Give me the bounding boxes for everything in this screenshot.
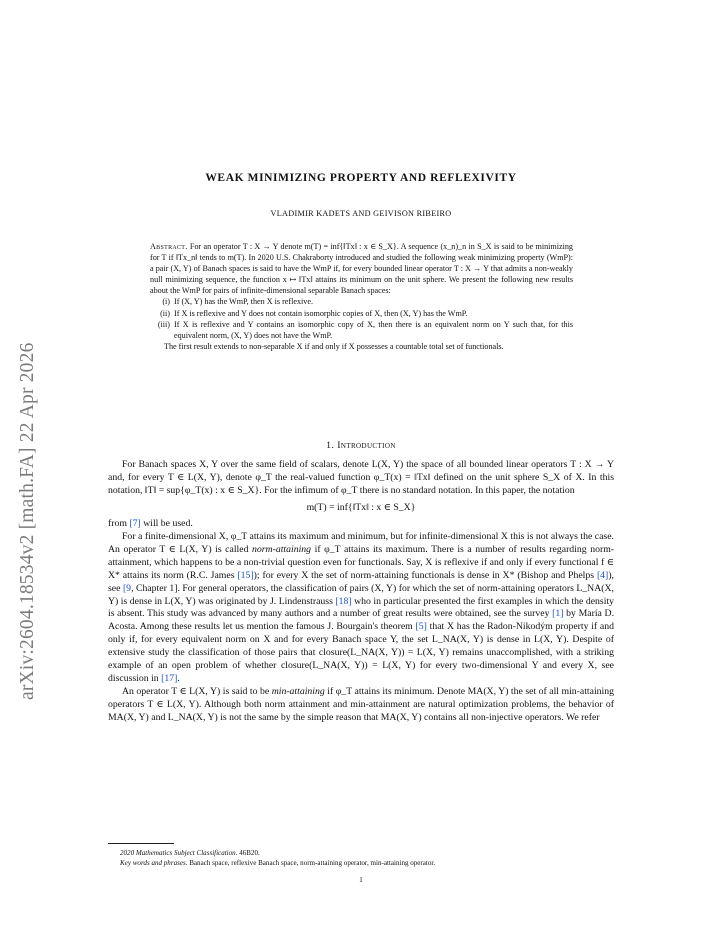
- result-text: If X is reflexive and Y does not contain isomorphic copies of X, then (X, Y) has the WmP.: [174, 308, 468, 318]
- abstract-heading: Abstract.: [150, 242, 188, 251]
- paragraph-3-text: if φ_T attains its maximum. There is a number of results regarding norm-attainment, which happens to be a non-trivial question even for functionals. Say, X is reflexive if and only if every functional f ∈ X* attains its norm (R.C. James: [108, 543, 615, 581]
- paragraph-2: [108, 518, 614, 531]
- paragraph-3-text: , Chapter 1]. For general operators, the classification of pairs (X, Y) for which the set of norm-attaining operators L_NA(X, Y) is dense in L(X, Y) was originated by J. Lindenstrauss: [108, 582, 614, 607]
- paragraph-3-text: by María D. Acosta. Among these results let us mention the famous J. Bourgain's theorem: [108, 608, 615, 633]
- citation-link[interactable]: [9: [122, 582, 132, 594]
- section-title: Introduction: [337, 440, 396, 451]
- paragraph-3-text: ), see: [108, 569, 614, 594]
- paragraph-3-text: who in particular presented the first examples in which the density is absent. This study was advanced by many authors and a number of great results were obtained, see the survey: [108, 595, 615, 620]
- page-number: 1: [359, 875, 363, 884]
- abstract-intro-text: For an operator T : X → Y denote m(T) = inf{‖Tx‖ : x ∈ S_X}. A sequence (x_n)_n in S_X is said to be minimizing for T if ‖Tx_n‖ tends to m(T). In 2020 U.S. Chakraborty introduced and studied the following weak minimizing property (WmP): a pair (X, Y) of Banach spaces is said to have the WmP if, for every bounded linear operator T : X → Y that admits a non-weakly null minimizing sequence, the function x ↦ ‖Tx‖ attains its minimum on the unit sphere. We present the following new results about the WmP for pairs of infinite-dimensional separable Banach spaces:: [150, 242, 573, 296]
- section-heading: [108, 440, 614, 451]
- footnotes: [108, 848, 614, 868]
- paragraph-3-text: For a finite-dimensional X, φ_T attains its maximum and minimum, but for infinite-dimensional X this is not always the case. An operator T ∈ L(X, Y) is called: [108, 530, 614, 555]
- citation-link[interactable]: [4]: [596, 569, 609, 581]
- defined-term: norm-attaining: [252, 543, 312, 555]
- footnote-divider: [108, 843, 174, 844]
- display-equation: m(T) = inf{‖Tx‖ : x ∈ S_X}: [306, 501, 416, 513]
- citation-link[interactable]: [17]: [161, 673, 178, 685]
- defined-term: min-attaining: [271, 686, 325, 698]
- paragraph-3: [108, 531, 614, 686]
- abstract: [150, 241, 573, 352]
- paper-title: WEAK MINIMIZING PROPERTY AND REFLEXIVITY: [205, 172, 517, 184]
- abstract-intro: [150, 241, 573, 296]
- keywords-footnote: [108, 858, 614, 868]
- section-number: 1.: [326, 440, 335, 451]
- keywords-value: Banach space, reflexive Banach space, norm-attaining operator, min-attaining operator.: [189, 859, 436, 868]
- citation-link[interactable]: [1]: [552, 608, 564, 620]
- citation-link[interactable]: [18]: [335, 595, 352, 607]
- abstract-result-item: [150, 319, 573, 341]
- arxiv-identifier-stamp: arXiv:2604.18534v2 [math.FA] 22 Apr 2026: [17, 342, 38, 700]
- paragraph-2-text: from: [108, 517, 127, 529]
- result-label: (ii): [160, 308, 170, 318]
- paragraph-1: For Banach spaces X, Y over the same field of scalars, denote L(X, Y) the space of all bounded linear operators T : X → Y and, for every T ∈ L(X, Y), denote φ_T the real-valued function φ_T(x) = ‖Tx‖ defined on the unit sphere S_X of X. In this notation, ‖T‖ = sup{φ_T(x) : x ∈ S_X}. For the infimum of φ_T there is no standard notation. In this paper, the notation: [108, 459, 614, 496]
- paragraph-3-text: ); for every X the set of norm-attaining functionals is dense in X* (Bishop and Phelps: [253, 569, 595, 581]
- paragraph-3-text: .: [177, 673, 180, 685]
- abstract-result-item: [150, 296, 573, 307]
- abstract-closing: The first result extends to non-separable X if and only if X possesses a countable total set of functionals.: [164, 341, 504, 351]
- msc-value: 46B20.: [239, 849, 260, 857]
- msc-label: 2020 Mathematics Subject Classification.: [120, 849, 238, 857]
- citation-link[interactable]: [15]: [237, 569, 254, 581]
- section-body: [108, 459, 614, 725]
- citation-link[interactable]: [7]: [129, 517, 141, 529]
- citation-link[interactable]: [5]: [415, 621, 427, 633]
- result-label: (i): [162, 297, 170, 307]
- msc-footnote: [108, 848, 614, 858]
- paragraph-4-text: An operator T ∈ L(X, Y) is said to be: [122, 686, 270, 698]
- result-text: If (X, Y) has the WmP, then X is reflexive.: [174, 297, 313, 307]
- result-text: If X is reflexive and Y contains an isomorphic copy of X, then there is an equivalent norm on Y such that, for this equivalent norm, (X, Y) does not have the WmP.: [174, 319, 573, 340]
- abstract-result-item: [150, 308, 573, 319]
- abstract-results-list: [150, 296, 573, 340]
- keywords-label: Key words and phrases.: [120, 859, 188, 868]
- paragraph-2-text: will be used.: [143, 517, 193, 529]
- paragraph-3-text: that X has the Radon-Nikodým property if and only if, for every equivalent norm on X and for every Banach space Y, the set L_NA(X, Y) is dense in L(X, Y). Despite of extensive study the classification of those pairs that closure(L_NA(X, Y)) = L(X, Y) remains unaccomplished, with a striking example of an open problem of whether closure(L_NA(X, Y)) = L(X, Y) for every two-dimensional Y and every X, see discussion in: [108, 621, 614, 685]
- result-label: (iii): [157, 319, 170, 329]
- paragraph-4-text: if φ_T attains its minimum. Denote MA(X, Y) the set of all min-attaining operators T ∈ L(X, Y). Although both norm attainment and min-attainment are natural optimization problems, the behavior of MA(X, Y) and L_NA(X, Y) is not the same by the simple reason that MA(X, Y) contains all non-injective operators. We refer: [108, 686, 615, 724]
- paragraph-4: [108, 686, 614, 725]
- paper-authors: VLADIMIR KADETS AND GEIVISON RIBEIRO: [270, 209, 452, 218]
